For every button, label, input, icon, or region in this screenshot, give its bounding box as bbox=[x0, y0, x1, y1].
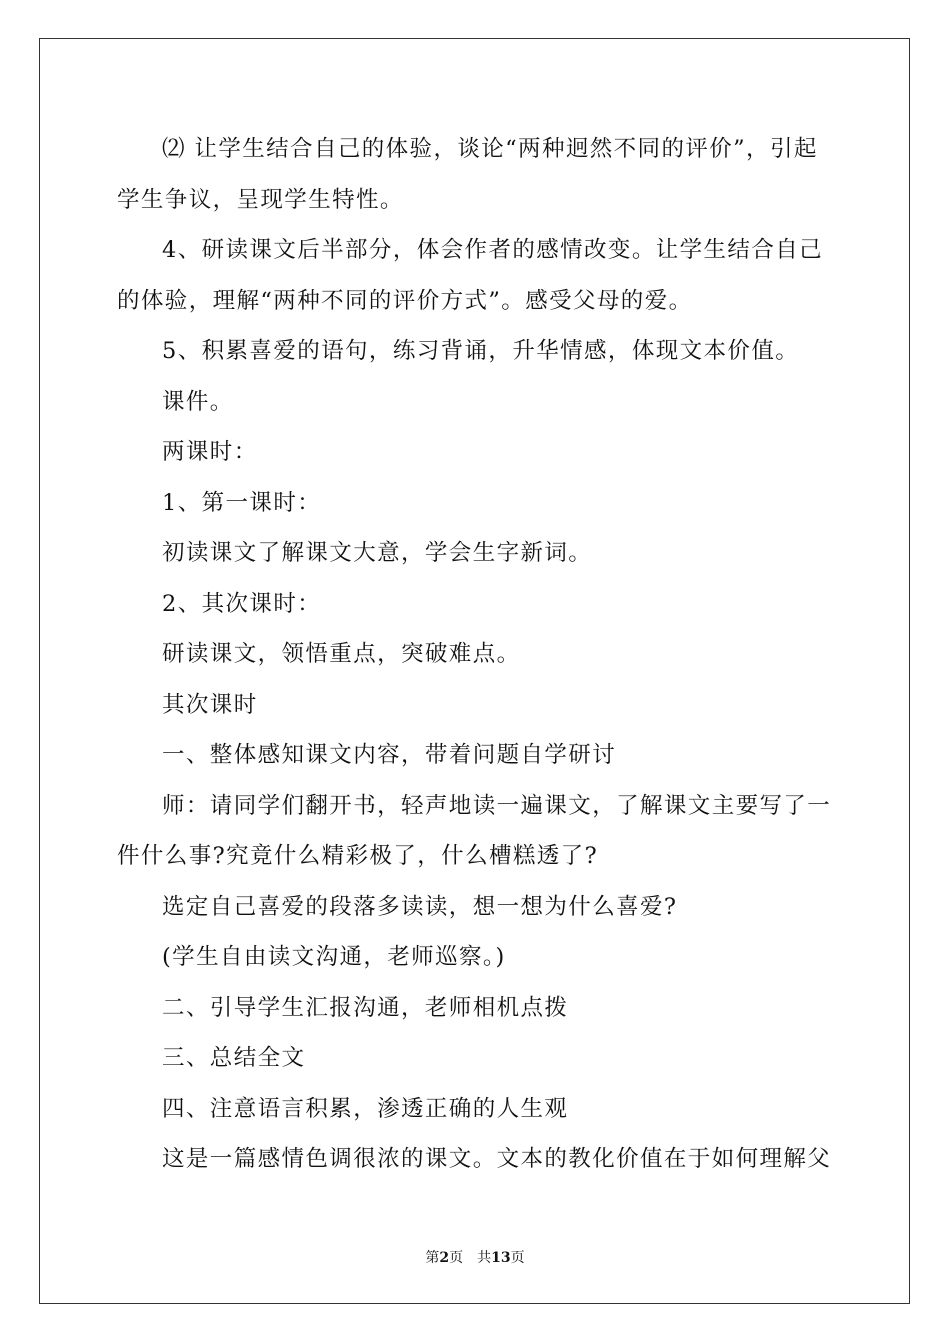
paragraph: 一、整体感知课文内容，带着问题自学研讨 bbox=[162, 742, 617, 768]
paragraph: ⑵ 让学生结合自己的体验，谈论“两种迥然不同的评价”，引起学生争议，呈现学生特性。 bbox=[117, 136, 818, 213]
paragraph: 选定自己喜爱的段落多读读，想一想为什么喜爱? bbox=[162, 893, 678, 920]
page-number: 2 bbox=[439, 1250, 450, 1266]
page-label-prefix: 第 bbox=[425, 1250, 440, 1266]
paragraph: 5、积累喜爱的语句，练习背诵，升华情感，体现文本价值。 bbox=[162, 338, 800, 364]
paragraph: 这是一篇感情色调很浓的课文。文本的教化价值在于如何理解父 bbox=[162, 1146, 832, 1172]
page-footer bbox=[0, 1247, 950, 1267]
paragraph: (学生自由读文沟通，老师巡察。) bbox=[162, 944, 506, 970]
page-label-suffix: 页 bbox=[449, 1250, 464, 1266]
paragraph: 其次课时 bbox=[162, 691, 258, 718]
paragraph: 三、总结全文 bbox=[162, 1045, 306, 1071]
paragraph: 二、引导学生汇报沟通，老师相机点拨 bbox=[162, 994, 569, 1021]
paragraph: 1、第一课时： bbox=[162, 489, 322, 516]
total-pages: 13 bbox=[491, 1250, 511, 1266]
paragraph: 两课时： bbox=[162, 439, 258, 465]
paragraph: 师：请同学们翻开书，轻声地读一遍课文，了解课文主要写了一件什么事?究竟什么精彩极了，什么槽糕透了? bbox=[117, 792, 832, 869]
paragraph: 研读课文，领悟重点，突破难点。 bbox=[162, 641, 521, 667]
paragraph: 课件。 bbox=[162, 388, 234, 415]
total-label-prefix: 共 bbox=[477, 1250, 492, 1266]
paragraph: 初读课文了解课文大意，学会生字新词。 bbox=[162, 540, 593, 566]
paragraph: 2、其次课时： bbox=[162, 590, 322, 617]
paragraph: 4、研读课文后半部分，体会作者的感情改变。让学生结合自己的体验，理解“两种不同的评价方式”。感受父母的爱。 bbox=[117, 237, 824, 314]
paragraph: 四、注意语言积累，渗透正确的人生观 bbox=[162, 1095, 569, 1122]
document-body bbox=[117, 124, 832, 1185]
total-label-suffix: 页 bbox=[510, 1250, 525, 1266]
